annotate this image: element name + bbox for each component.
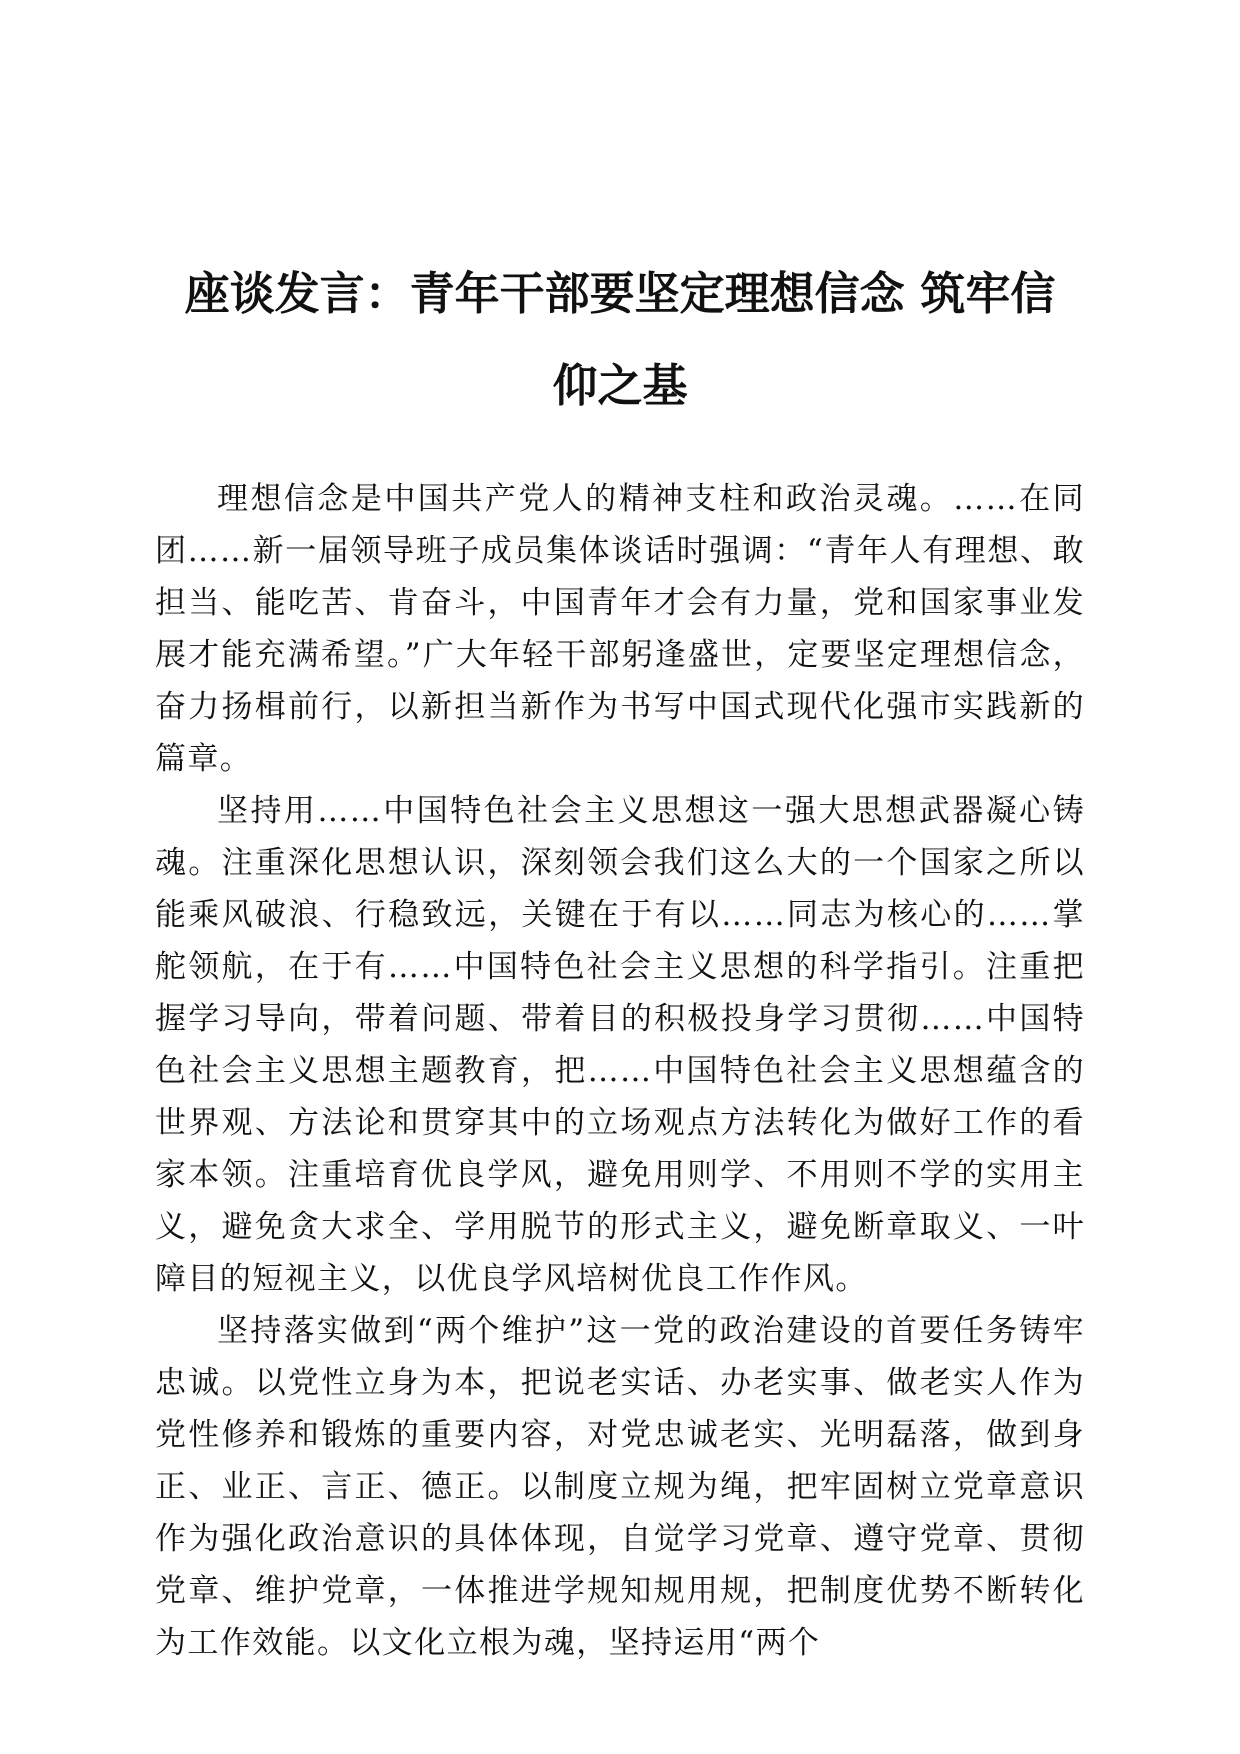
title-line-2: 仰之基 <box>552 359 688 412</box>
paragraph-1: 理想信念是中国共产党人的精神支柱和政治灵魂。……在同团……新一届领导班子成员集体谈话时强调：“青年人有理想、敢担当、能吃苦、肯奋斗，中国青年才会有力量，党和国家事业发展才能充满希望。”广大年轻干部躬逢盛世，定要坚定理想信念，奋力扬楫前行，以新担当新作为书写中国式现代化强市实践新的篇章。 <box>155 481 1085 777</box>
paragraph-3: 坚持落实做到“两个维护”这一党的政治建设的首要任务铸牢忠诚。以党性立身为本，把说老实话、办老实事、做老实人作为党性修养和锻炼的重要内容，对党忠诚老实、光明磊落，做到身正、业正、言正、德正。以制度立规为绳，把牢固树立党章意识作为强化政治意识的具体体现，自觉学习党章、遵守党章、贯彻党章、维护党章，一体推进学规知规用规，把制度优势不断转化为工作效能。以文化立根为魂，坚持运用“两个 <box>155 1313 1085 1661</box>
document-body <box>155 473 1085 1669</box>
document-title <box>155 248 1085 432</box>
title-line-1: 座谈发言：青年干部要坚定理想信念 筑牢信 <box>184 267 1056 320</box>
paragraph-2: 坚持用……中国特色社会主义思想这一强大思想武器凝心铸魂。注重深化思想认识，深刻领会我们这么大的一个国家之所以能乘风破浪、行稳致远，关键在于有以……同志为核心的……掌舵领航，在于有……中国特色社会主义思想的科学指引。注重把握学习导向，带着问题、带着目的积极投身学习贯彻……中国特色社会主义思想主题教育，把……中国特色社会主义思想蕴含的世界观、方法论和贯穿其中的立场观点方法转化为做好工作的看家本领。注重培育优良学风，避免用则学、不用则不学的实用主义，避免贪大求全、学用脱节的形式主义，避免断章取义、一叶障目的短视主义，以优良学风培树优良工作作风。 <box>155 793 1085 1297</box>
